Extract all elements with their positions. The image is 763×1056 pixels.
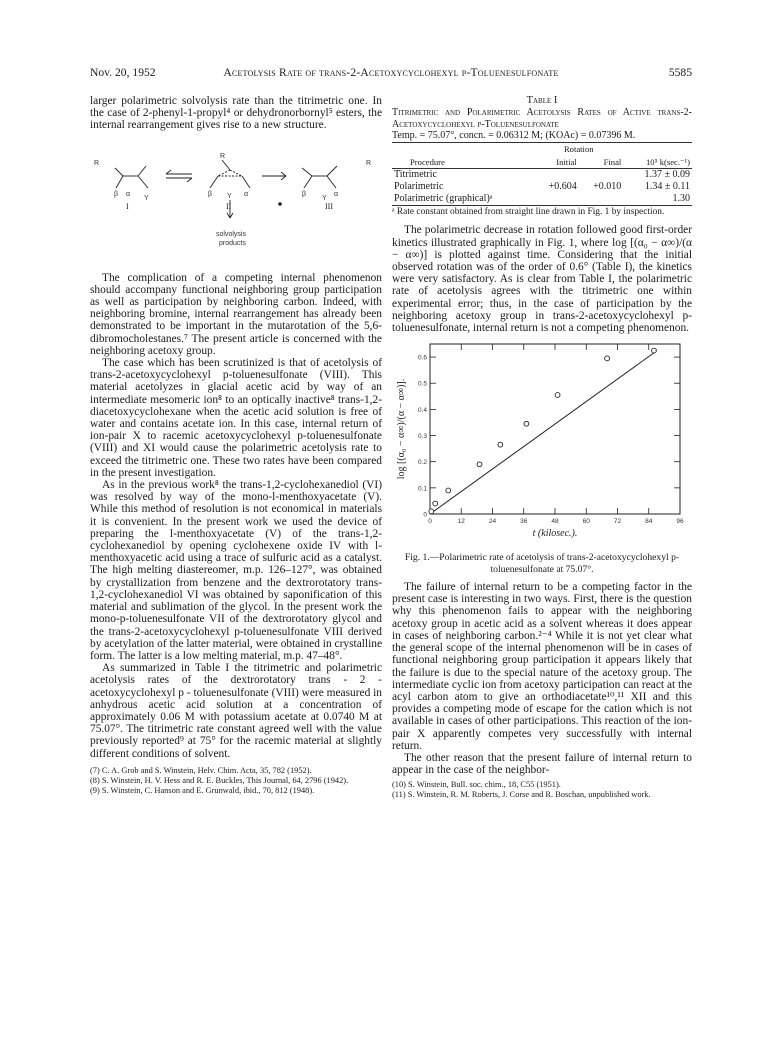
right-footnotes [392, 780, 692, 800]
left-paragraph-4: As in the previous work⁸ the trans-1,2-cyclohexanediol (VI) was resolved by way of the mono-l-menthoxyacetate (V). While this method of resolution is not economical in materials it is convenient. In the present work we used the device of preparing the l-menthoxyacetate (V) of the trans-1,2-cyclohexanediol by opening cyclohexene oxide IV with l-menthoxyacetic acid using a trace of sulfuric acid as a catalyst. The high melting diastereomer, m.p. 126–127°, was obtained by crystallization from benzene and the dextrorotatory trans-1,2-cyclohexanediol VI was obtained by saponification of this material and sublimation of the glycol. In the present work the mono-p-toluenesulfonate VII of the dextrorotatory glycol and the trans-2-acetoxycyclohexyl p-toluenesulfonate VIII derived by acetylation of the latter material, were obtained in crystalline form. The latter is a low melting material, m.p. 47–48°. [90, 479, 382, 662]
structure-III-beta: β [302, 190, 307, 198]
left-paragraph-2: The complication of a competing internal phenomenon should accompany functional neighboring group participation as well as participation by neighboring carbon. Indeed, with neighboring bromine, internal rearrangement has already been demonstrated to be important in the mutarotation of the 5,6-dibromocholestanes.⁷ The present article is concerned with the neighboring acetoxy group. [90, 271, 382, 357]
header-title: Acetolysis Rate of trans-2-Acetoxycyclohexyl p-Toluenesulfonate [223, 66, 559, 79]
cell-final [579, 193, 624, 206]
structure-III-Y: Y [322, 194, 327, 202]
cell-procedure: Polarimetric (graphical)ᵃ [394, 193, 493, 205]
left-footnotes [90, 766, 382, 796]
x-tick-label: 24 [488, 518, 497, 526]
footnote-8: (8) S. Winstein, H. V. Hess and R. E. Buckles, This Journal, 64, 2796 (1942). [90, 775, 349, 785]
cell-final: +0.010 [593, 181, 622, 193]
left-column [90, 95, 382, 796]
y-tick-label: 0.6 [417, 354, 427, 362]
y-tick-label: 0 [423, 511, 427, 519]
table-row [392, 181, 692, 193]
x-tick-label: 48 [551, 518, 559, 526]
reaction-scheme-drawing [90, 136, 382, 264]
right-paragraph-1: The polarimetric decrease in rotation followed good first-order kinetics illustrated graphically in Fig. 1, where log [(α₀ − α∞)/(α − α∞)] is plotted against time. Considering that the initial observed rotation was of the order of 0.6° (Table I), the kinetics were very satisfactory. As is clear from Table I, the polarimetric rate of acetolysis agrees with the titrimetric one within experimental error; thus, in the case of participation by the neighboring acetoxy group in trans-2-acetoxycyclohexyl p-toluenesulfonate, internal return is not a competing phenomenon. [392, 224, 692, 335]
col-final: Final [603, 156, 622, 167]
structure-I-alpha: α [126, 190, 131, 198]
header-date: Nov. 20, 1952 [90, 66, 156, 79]
x-tick-label: 96 [676, 518, 684, 526]
table-footnote: ᵃ Rate constant obtained from straight line drawn in Fig. 1 by inspection. [392, 207, 665, 218]
footnote-11: (11) S. Winstein, R. M. Roberts, J. Corse and R. Boschan, unpublished work. [392, 790, 651, 800]
structure-I-R: R [94, 159, 100, 167]
figure-1-chart [392, 338, 692, 550]
table-number: Table I [526, 95, 558, 106]
right-paragraph-2: The failure of internal return to be a competing factor in the present case is interesting in two ways. First, there is the question why this phenomenon fails to appear with the neighboring acetoxy group in acetic acid as a solvent whereas it does appear in cases of neighboring carbon.²⁻⁴ While it is not yet clear what the general scope of the internal phenomenon will be in cases of functional neighboring group participation it appears likely that the failure is due to the special nature of the acetoxy group. The intermediate cyclic ion from acetoxy participation can react at the acyl carbon atom to give an orthodiacetate¹⁰,¹¹ XII and this provides a competing mode of escape for the cation which is not available in cases of other participations. This reaction of the ion-pair X apparently competes very successfully with internal return. [392, 581, 692, 752]
table-row [392, 168, 692, 181]
structure-II-alpha: α [244, 190, 249, 198]
cell-initial [534, 168, 579, 181]
y-tick-label: 0.4 [417, 407, 427, 415]
x-tick-label: 60 [582, 518, 590, 526]
footnote-10: (10) S. Winstein, Bull. soc. chim., 18, C55 (1951). [392, 780, 561, 790]
running-header [90, 66, 692, 82]
cell-initial [534, 193, 579, 206]
data-point [524, 422, 529, 427]
footnote-7: (7) C. A. Grob and S. Winstein, Helv. Chim. Acta, 35, 782 (1952). [90, 765, 312, 775]
y-axis-label: log [(α₀ − α∞)/(α − α∞)]. [396, 379, 407, 480]
header-page-number: 5585 [668, 66, 692, 79]
y-tick-label: 0.1 [417, 485, 427, 493]
y-tick-label: 0.2 [417, 459, 427, 467]
label-III: III [325, 201, 333, 211]
structure-II-Y: Y [227, 192, 232, 200]
col-procedure: Procedure [410, 156, 445, 167]
table-row [392, 193, 692, 206]
table-conditions: Temp. = 75.07°, concn. = 0.06312 M; (KOAc) = 0.07396 M. [392, 130, 636, 142]
cell-initial: +0.604 [548, 181, 577, 193]
table-caption: Titrimetric and Polarimetric Acetolysis Rates of Active trans-2-Acetoxycyclohexyl p-Toluenesulfonate [392, 107, 692, 130]
cell-final [579, 168, 624, 181]
structure-III-alpha: α [334, 190, 339, 198]
x-tick-label: 12 [457, 518, 465, 526]
col-initial: Initial [556, 156, 577, 167]
data-point [433, 501, 438, 506]
x-axis-label: t (kilosec.). [532, 528, 578, 540]
solvolysis-products-label-2: products [219, 239, 246, 247]
x-tick-label: 72 [613, 518, 622, 526]
data-point [429, 509, 434, 514]
right-paragraph-3: The other reason that the present failure of internal return to appear in the case of the neighbor- [392, 751, 692, 777]
structure-II-beta: β [208, 190, 213, 198]
left-paragraph-1: larger polarimetric solvolysis rate than the titrimetric one. In the case of 2-phenyl-1-propyl⁴ or dehydronorbornyl⁵ esters, the internal rearrangement gives rise to a new structure. [90, 95, 382, 132]
structure-I-beta: β [114, 190, 119, 198]
plot-frame [430, 344, 680, 514]
data-point [605, 356, 610, 361]
left-paragraph-3: The case which has been scrutinized is that of acetolysis of trans-2-acetoxycyclohexyl p-toluenesulfonate (VIII). This material acetolyzes in glacial acetic acid by way of an intermediate mesomeric ion⁸ to an optically inactive⁸ trans-1,2-diacetoxycyclohexane when the acetic acid solution is free of water and contains acetate ion. In this case, internal return of ion-pair X to racemic acetoxycyclohexyl p-toluenesulfonate (VIII) and XI would cause the polarimetric acetolysis rate to exceed the titrimetric one. These two rates have been compared in the present investigation. [90, 357, 382, 479]
y-tick-label: 0.3 [417, 433, 427, 441]
x-tick-label: 0 [428, 518, 432, 526]
cell-k: 1.37 ± 0.09 [644, 168, 690, 180]
figure-1-caption: Fig. 1.—Polarimetric rate of acetolysis of trans-2-acetoxycyclohexyl p-toluenesulfonate at 75.07°. [404, 552, 680, 575]
solvolysis-products-label-1: solvolysis [216, 230, 246, 238]
left-paragraph-5: As summarized in Table I the titrimetric and polarimetric acetolysis rates of the dextrorotatory trans - 2 - acetoxycyclohexyl p - toluenesulfonate (VIII) were measured in anhydrous acetic acid solution at a concentration of approximately 0.06 M with potassium acetate at 0.0740 M at 75.07°. The titrimetric rate constant agreed well with the value previously reported⁹ at 75° for the racemic material at slightly different conditions of solvent. [90, 662, 382, 760]
data-point [446, 488, 451, 493]
col-rotation: Rotation [563, 144, 594, 155]
label-II: II [226, 201, 232, 211]
fit-line [430, 352, 655, 514]
data-point [555, 393, 560, 398]
reaction-scheme [90, 136, 382, 264]
data-point [477, 462, 482, 467]
cell-k: 1.34 ± 0.11 [644, 181, 690, 193]
data-point [652, 348, 657, 353]
rates-table [392, 142, 692, 206]
data-point [498, 443, 503, 448]
right-column [392, 95, 692, 800]
structure-II-R: R [220, 152, 226, 160]
footnote-9: (9) S. Winstein, C. Hanson and E. Grunwald, ibid., 70, 812 (1948). [90, 785, 315, 795]
cell-k: 1.30 [672, 193, 690, 205]
col-k: 10⁵ k(sec.⁻¹) [646, 156, 690, 167]
x-tick-label: 84 [645, 518, 653, 526]
label-I: I [126, 201, 129, 211]
y-tick-label: 0.5 [417, 380, 427, 388]
cell-procedure: Polarimetric [394, 181, 444, 193]
x-tick-label: 36 [520, 518, 528, 526]
structure-I-Y: Y [144, 194, 149, 202]
structure-III-R: R [366, 159, 372, 167]
cell-procedure: Titrimetric [394, 168, 437, 180]
scheme-dot [278, 202, 282, 206]
